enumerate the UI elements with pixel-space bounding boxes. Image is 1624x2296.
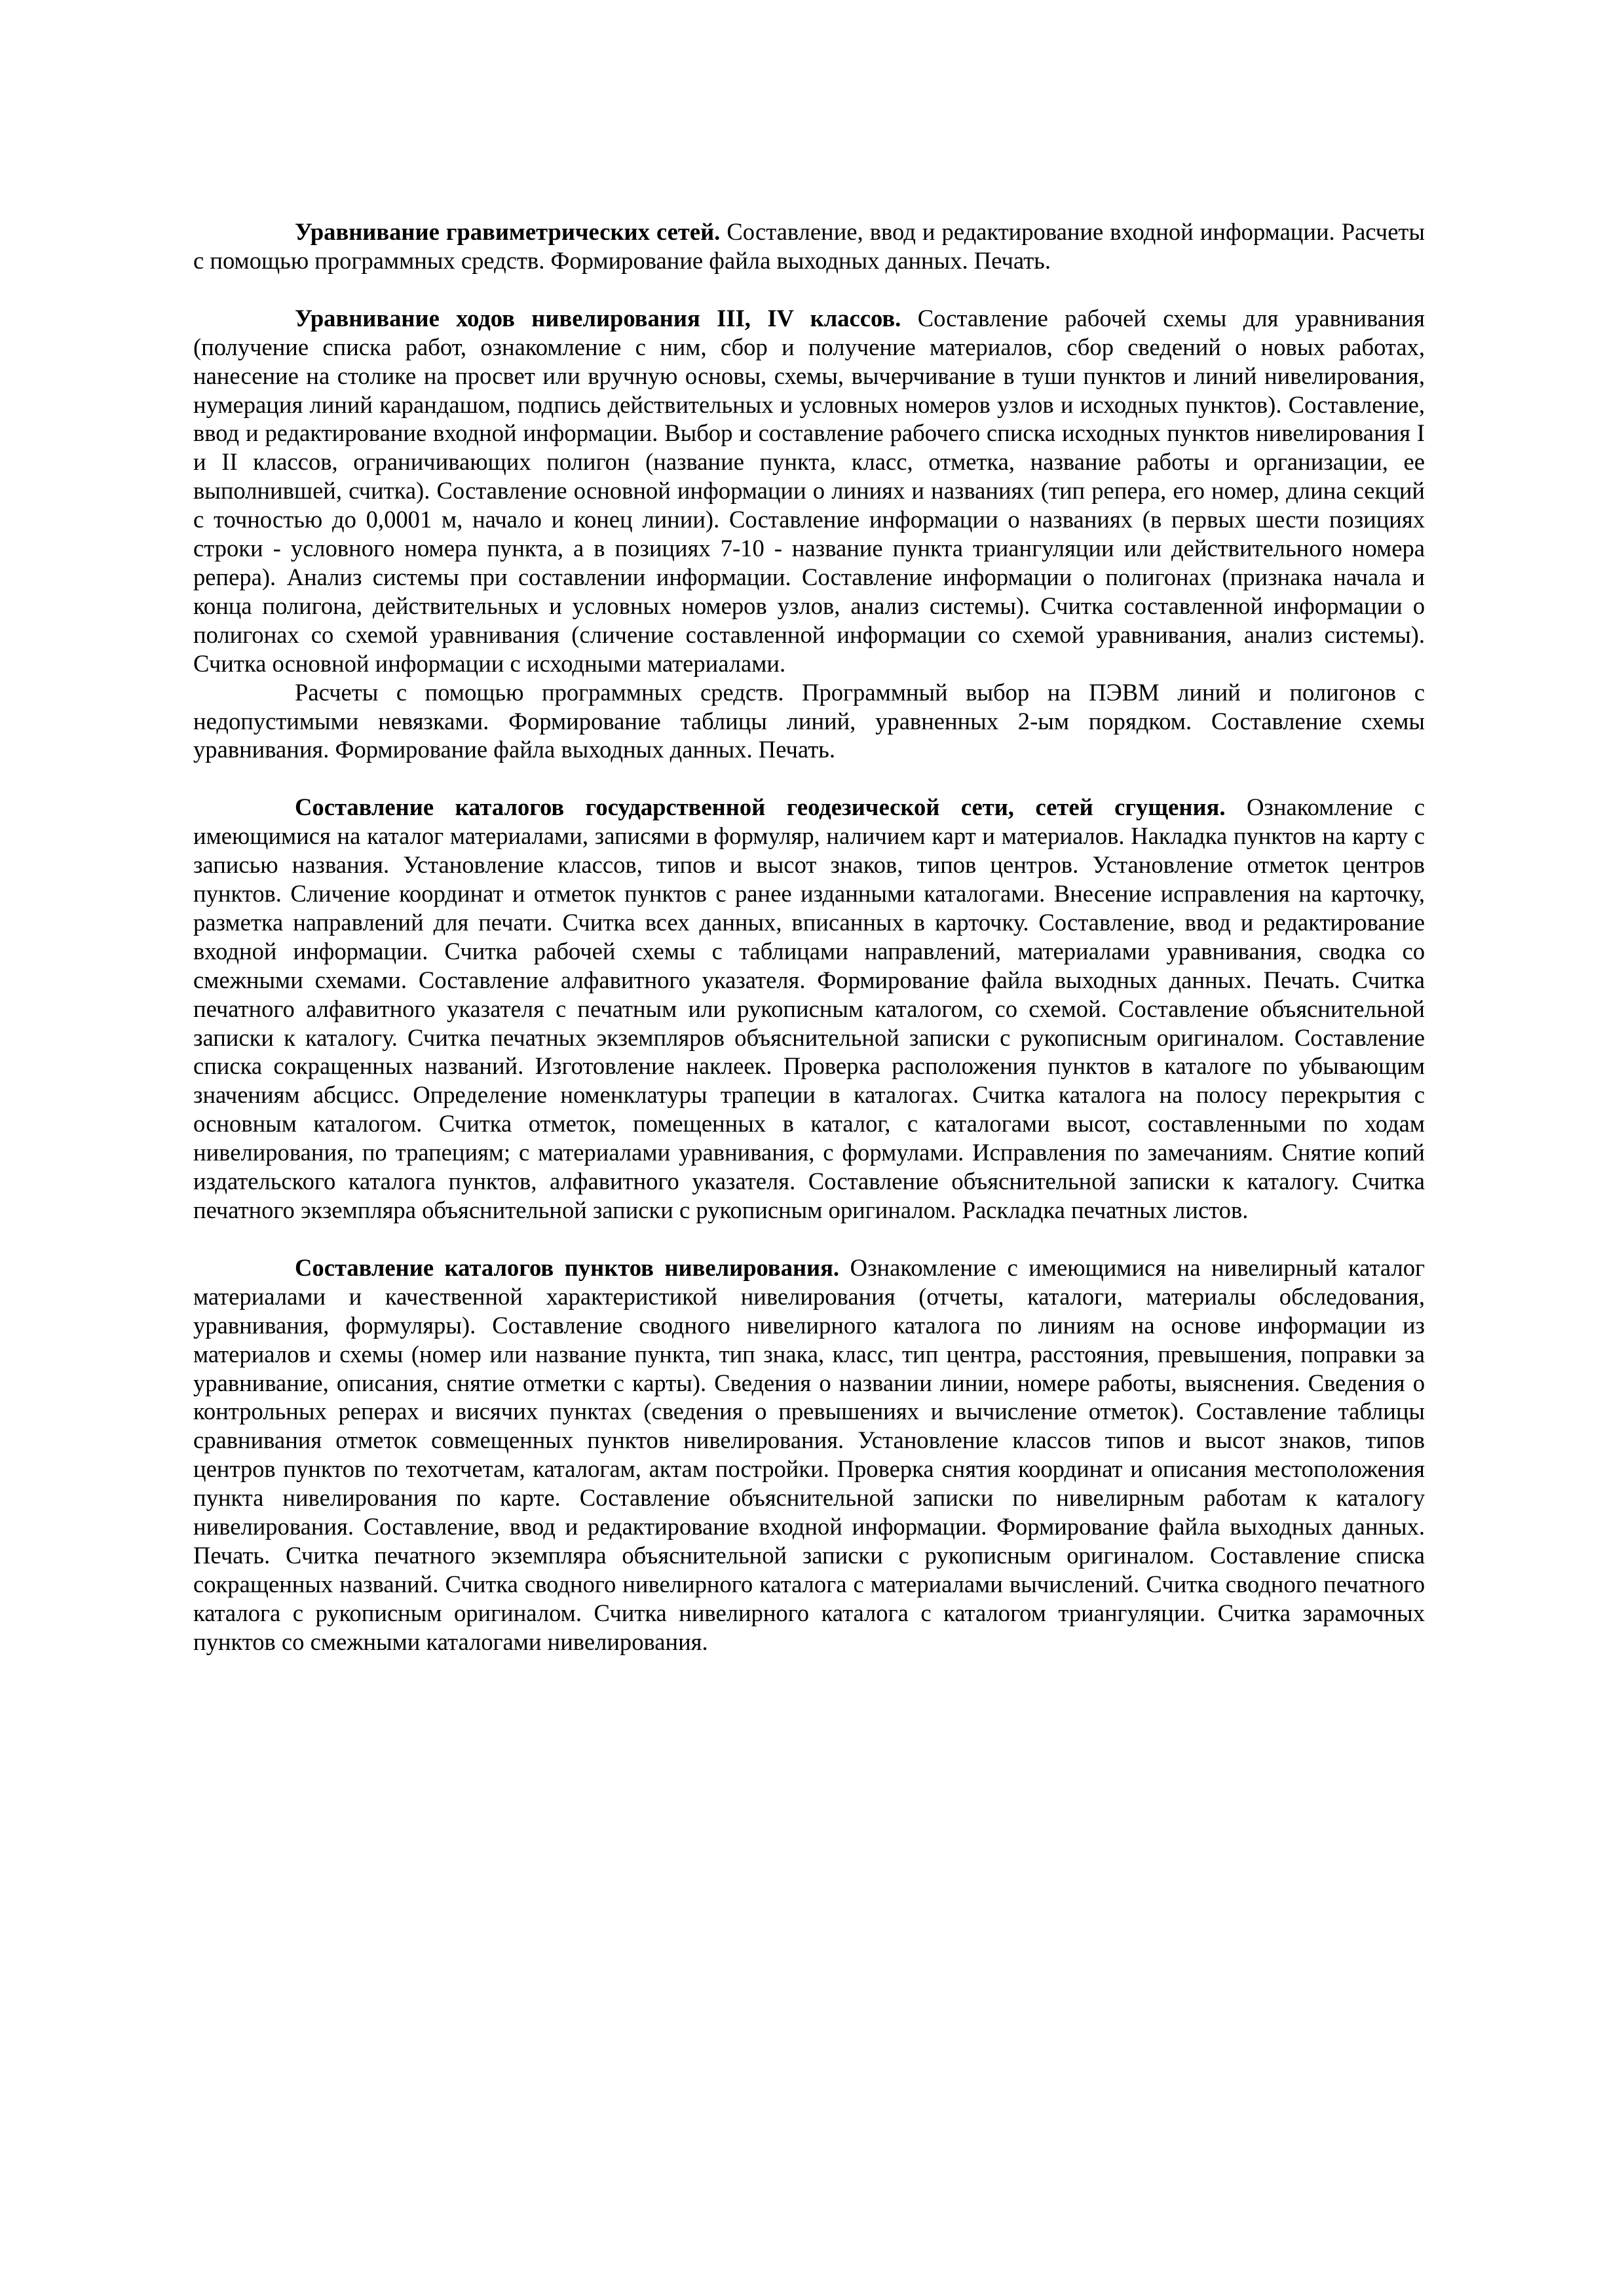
section-heading: Составление каталогов пунктов нивелирования.	[295, 1253, 840, 1281]
paragraph-text: Составление, ввод и редактирование входной информации. Расчеты с помощью программных средств. Формирование файла выходных данных. Печать.	[193, 218, 1425, 274]
paragraph-text: Ознакомление с имеющимися на нивелирный каталог материалами и качественной характеристикой нивелирования (отчеты, каталоги, материалы обследования, уравнивания, формуляры). Составление сводного нивелирного каталога по линиям на основе информации из материалов и схемы (номер или название пункта, тип знака, класс, тип центра, расстояния, превышения, поправки за уравнивание, описания, снятие отметки с карты). Сведения о названии линии, номере работы, выяснения. Сведения о контрольных реперах и висячих пунктах (сведения о превышениях и вычисление отметок). Составление таблицы сравнивания отметок совмещенных пунктов нивелирования. Установление классов типов и высот знаков, типов центров пунктов по техотчетам, каталогам, актам постройки. Проверка снятия координат и описания местоположения пункта нивелирования по карте. Составление объяснительной записки по нивелирным работам к каталогу нивелирования. Составление, ввод и редактирование входной информации. Формирование файла выходных данных. Печать. Считка печатного экземпляра объяснительной записки с рукописным оригиналом. Составление списка сокращенных названий. Считка сводного нивелирного каталога с материалами вычислений. Считка сводного печатного каталога с рукописным оригиналом. Считка нивелирного каталога с каталогом триангуляции. Считка зарамочных пунктов со смежными каталогами нивелирования.	[193, 1253, 1425, 1655]
paragraph	[193, 1253, 1425, 1656]
section-levelling-catalogs	[193, 1253, 1425, 1656]
paragraph-text: Составление рабочей схемы для уравнивания (получение списка работ, ознакомление с ним, сбор и получение материалов, сбор сведений о новых работах, нанесение на столике на просвет или вручную основы, схемы, вычерчивание в туши пунктов и линий нивелирования, нумерация линий карандашом, подпись действительных и условных номеров узлов и исходных пунктов). Составление, ввод и редактирование входной информации. Выбор и составление рабочего списка исходных пунктов нивелирования I и II классов, ограничивающих полигон (название пункта, класс, отметка, название работы и организации, ее выполнившей, считка). Составление основной информации о линиях и названиях (тип репера, его номер, длина секций с точностью до 0,0001 м, начало и конец линии). Составление информации о названиях (в первых шести позициях строки - условного номера пункта, а в позициях 7-10 - название пункта триангуляции или действительного номера репера). Анализ системы при составлении информации. Составление информации о полигонах (признака начала и конца полигона, действительных и условных номеров узлов, анализ системы). Считка составленной информации о полигонах со схемой уравнивания (сличение составленной информации со схемой уравнивания, анализ системы). Считка основной информации с исходными материалами.	[193, 304, 1425, 677]
paragraph-text: Ознакомление с имеющимися на каталог материалами, записями в формуляр, наличием карт и материалов. Накладка пунктов на карту с записью названия. Установление классов, типов и высот знаков, типов центров. Установление отметок центров пунктов. Сличение координат и отметок пунктов с ранее изданными каталогами. Внесение исправления на карточку, разметка направлений для печати. Считка всех данных, вписанных в карточку. Составление, ввод и редактирование входной информации. Считка рабочей схемы с таблицами направлений, материалами уравнивания, сводка со смежными схемами. Составление алфавитного указателя. Формирование файла выходных данных. Печать. Считка печатного алфавитного указателя с печатным или рукописным каталогом, со схемой. Составление объяснительной записки к каталогу. Считка печатных экземпляров объяснительной записки с рукописным оригиналом. Составление списка сокращенных названий. Изготовление наклеек. Проверка расположения пунктов в каталоге по убывающим значениям абсцисс. Определение номенклатуры трапеции в каталогах. Считка каталога на полосу перекрытия с основным каталогом. Считка отметок, помещенных в каталог, с каталогами высот, составленными по ходам нивелирования, по трапециям; с материалами уравнивания, с формулами. Исправления по замечаниям. Снятие копий издательского каталога пунктов, алфавитного указателя. Составление объяснительной записки к каталогу. Считка печатного экземпляра объяснительной записки с рукописным оригиналом. Раскладка печатных листов.	[193, 794, 1425, 1223]
section-geodetic-catalogs	[193, 793, 1425, 1225]
section-gravimetric-adjustment	[193, 218, 1425, 275]
paragraph	[193, 218, 1425, 275]
section-levelling-adjustment	[193, 304, 1425, 765]
paragraph	[193, 304, 1425, 678]
section-heading: Составление каталогов государственной геодезической сети, сетей сгущения.	[295, 794, 1226, 821]
paragraph	[193, 793, 1425, 1225]
section-heading: Уравнивание гравиметрических сетей.	[295, 218, 721, 245]
paragraph	[193, 678, 1425, 765]
document-body	[193, 218, 1425, 1656]
paragraph-text: Расчеты с помощью программных средств. Программный выбор на ПЭВМ линий и полигонов с недопустимыми невязками. Формирование таблицы линий, уравненных 2-ым порядком. Составление схемы уравнивания. Формирование файла выходных данных. Печать.	[193, 678, 1425, 763]
section-heading: Уравнивание ходов нивелирования III, IV классов.	[295, 304, 901, 332]
